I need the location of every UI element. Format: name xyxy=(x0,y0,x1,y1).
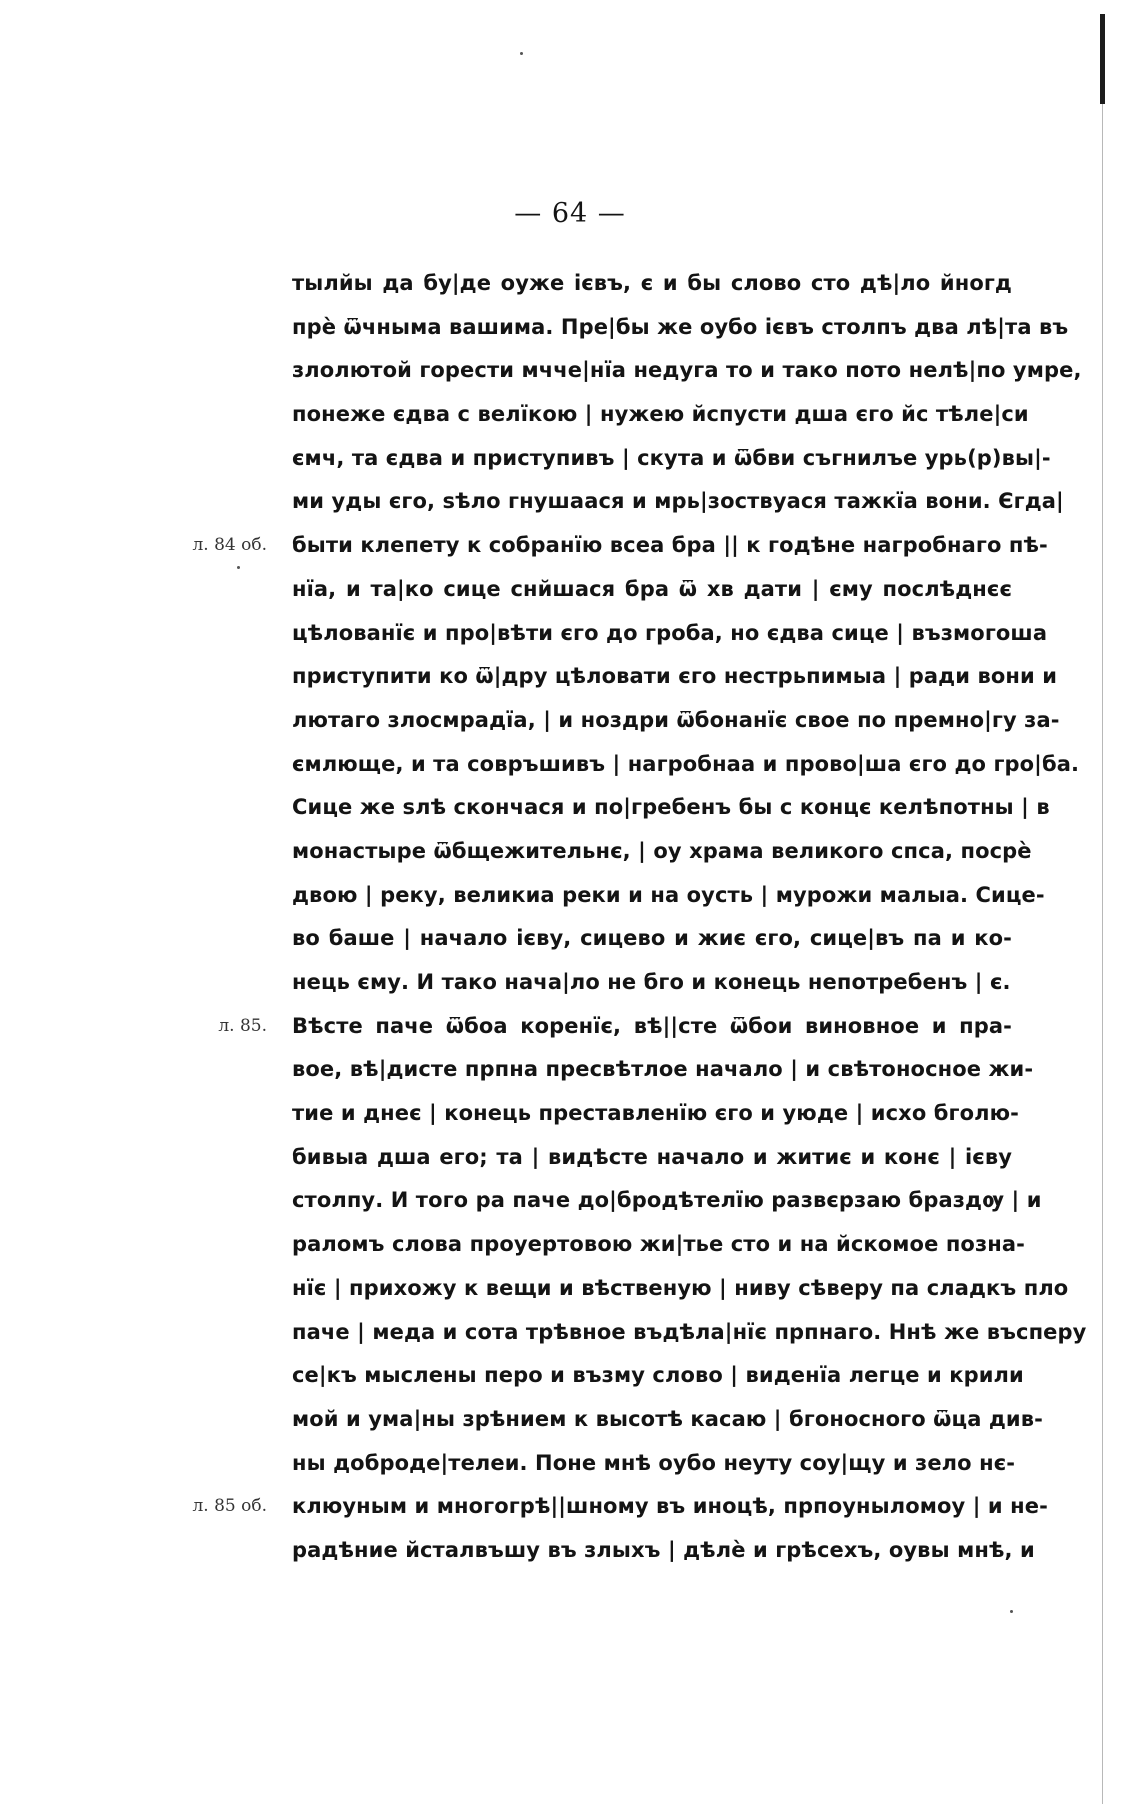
scan-speck xyxy=(520,52,523,55)
text-line: двою | реку, великиа реки и на оусть | мурожи малыа. Сице- xyxy=(292,882,1045,907)
text-line: раломъ слова проуертовою жи|тье сто и на йскомое позна- xyxy=(292,1232,1025,1257)
folio-marginal-note: л. 84 об. xyxy=(192,535,267,556)
text-line: столпу. И того ра паче до|бродѣтелїю развєрзаю браздѹ | и xyxy=(292,1188,1042,1213)
text-line: мой и ума|ны зрѣнием к высотѣ касаю | бгоносного ѿца див- xyxy=(292,1406,1043,1431)
text-line: л. 84 об. быти клепету к собранїю всеа бра || к годѣне нагробнаго пѣ- xyxy=(292,524,1012,568)
text-line: радѣние йсталвъшу въ злыхъ | дѣлѐ и грѣсехъ, оувы мнѣ, и xyxy=(292,1537,1035,1562)
text-line: тылйы да бу|де оуже ієвъ, є и бы слово сто дѣ|ло йногд xyxy=(292,271,1012,295)
folio-marginal-note: л. 85 об. xyxy=(192,1496,267,1517)
scan-speck xyxy=(1010,1610,1013,1613)
page-number: — 64 — xyxy=(514,198,626,229)
page-edge-shadow xyxy=(1100,14,1105,104)
text-line: прѐ ѿчныма вашима. Пре|бы же оубо ієвъ столпъ два лѣ|та въ xyxy=(292,314,1069,339)
text-line: ны доброде|телеи. Поне мнѣ оубо неуту соу|щу и зело нє- xyxy=(292,1450,1016,1475)
text-line: понеже єдва с велїкою | нужею йспусти дша єго йс тѣле|си xyxy=(292,402,1029,427)
text-line: лютаго злосмрадїа, | и ноздри ѿбонанїє свое по премно|гу за- xyxy=(292,707,1060,732)
text-line: нець єму. И тако нача|ло не бго и конець непотребенъ | є. xyxy=(292,970,1011,994)
text-line: злолютой горести мчче|нїа недуга то и тако пото нелѣ|по умре, xyxy=(292,358,1082,383)
text-line: монастыре ѿбщежительнє, | оу храма великого спса, посрѐ xyxy=(292,838,1032,863)
text-block xyxy=(192,262,1087,1573)
text-line: нїє | прихожу к вещи и вѣственую | ниву сѣверу па сладкъ пло xyxy=(292,1275,1069,1300)
folio-marginal-note: л. 85. xyxy=(218,1015,267,1036)
text-line: л. 85. Вѣсте паче ѿбоа коренїє, вѣ||сте ѿбои виновное и пра- xyxy=(292,1005,1012,1049)
text-line: приступити ко ѿ|дру цѣловати єго нестрьпимыа | ради вони и xyxy=(292,664,1058,689)
text-line: се|къ мыслены перо и възму слово | виденїа легце и крили xyxy=(292,1363,1024,1388)
text-line: паче | меда и сота трѣвное въдѣла|нїє прпнаго. Ннѣ же въсперу xyxy=(292,1319,1087,1344)
text-line: ємлюще, и та совръшивъ | нагробнаа и прово|ша єго до гро|ба. xyxy=(292,751,1080,776)
text-line: нїа, и та|ко сице снйшася бра ѿ хв дати | єму послѣднєє xyxy=(292,576,1012,601)
text-line: тие и днеє | конець преставленїю єго и уюде | исхо бголю- xyxy=(292,1101,1019,1126)
text-line: ми уды єго, ѕѣло гнушаася и мрь|зоствуася тажкїа вони. Єгда| xyxy=(292,489,1064,514)
text-line: Сице же ѕлѣ скончася и по|гребенъ бы с концє келѣпотны | в xyxy=(292,795,1050,820)
text-line: ємч, та єдва и приступивъ | скута и ѿбви съгнилъе урь(р)вы|- xyxy=(292,445,1051,470)
page-edge-line xyxy=(1102,104,1103,1804)
text-line: цѣлованїє и про|вѣти єго до гроба, но єдва сице | възмогоша xyxy=(292,620,1048,645)
text-line: во баше | начало ієву, сицево и жиє єго, сице|въ па и ко- xyxy=(292,926,1012,951)
text-line: вое, вѣ|дисте прпна пресвѣтлое начало | и свѣтоносное жи- xyxy=(292,1057,1034,1082)
text-line: л. 85 об. клюуным и многогрѣ||шному въ иноцѣ, прпоуныломоу | и не- xyxy=(292,1485,1012,1529)
text-line: бивыа дша его; та | видѣсте начало и житиє и конє | ієву xyxy=(292,1144,1012,1169)
